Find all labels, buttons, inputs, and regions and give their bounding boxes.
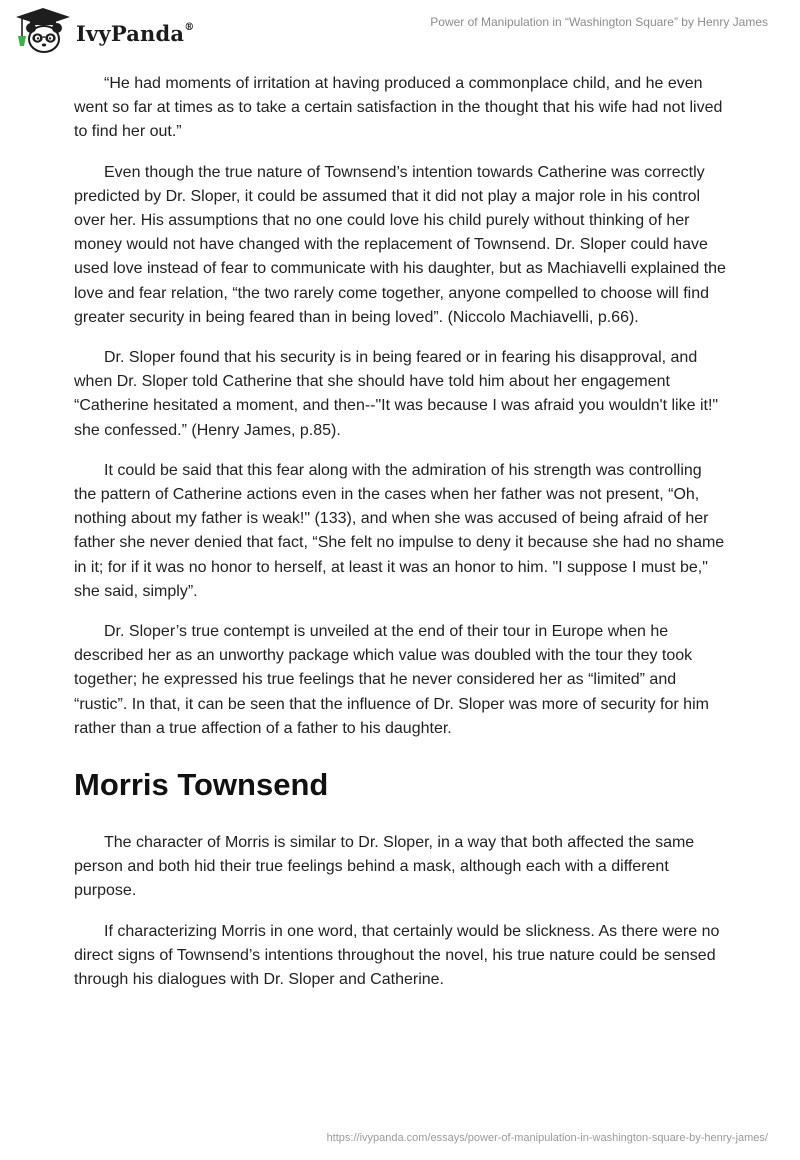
registered-mark: ® [184,21,195,33]
paragraph: Dr. Sloper’s true contempt is unveiled at the end of their tour in Europe when he described her as an unworthy package which value was doubled with the tour they took together; he expressed his true feelings that he never considered her as “limited” and “rustic”. In that, it can be seen that the influence of Dr. Sloper was more of security for him rather than a true affection of a father to his daughter. [74,623,709,737]
paragraph: If characterizing Morris in one word, that certainly would be slickness. As there were no direct signs of Townsend’s intentions throughout the novel, his true nature could be sensed through his dialogues with Dr. Sloper and Catherine. [74,922,720,989]
paragraph: The character of Morris is similar to Dr. Sloper, in a way that both affected the same person and both hid their true feelings behind a mask, although each with a different purpose. [74,834,695,900]
panda-graduate-icon [14,6,72,56]
paragraph: Even though the true nature of Townsend’s intention towards Catherine was correctly predicted by Dr. Sloper, it could be assumed that it did not play a major role in his control over her. His assumptions that no one could love his child purely without thinking of her money would not have changed with the replacement of Townsend. Dr. Sloper could have used love instead of fear to communicate with his daughter, but as Machiavelli explained the love and fear relation, “the two rarely come together, anyone compelled to choose will find greater security in being feared than in being loved”. (Niccolo Machiavelli, p.66). [74,163,726,326]
paragraph: It could be said that this fear along with the admiration of his strength was controlling the pattern of Catherine actions even in the cases when her father was not present, “Oh, nothing about my father is weak!" (133), and when she was accused of being afraid of her father she never denied that fact, “She felt no impulse to deny it because she had no shame in it; for if it was no honor to herself, at least it was an honor to him. "I suppose I must be," she said, simply”. [74,461,725,600]
page-title: Power of Manipulation in “Washington Square” by Henry James [430,15,768,29]
logo-wordmark [76,21,194,46]
logo-text: IvyPanda [76,20,185,46]
section-heading: Morris Townsend [74,767,329,803]
ivypanda-logo[interactable] [14,6,194,56]
paragraph: Dr. Sloper found that his security is in being feared or in fearing his disapproval, and when Dr. Sloper told Catherine that she should have told him about her engagement “Catherine hesitated a moment, and then--"It was because I was afraid you wouldn't like it!" she confessed.” (Henry James, p.85). [74,349,719,439]
page-header [0,0,800,62]
paragraph: “He had moments of irritation at having produced a commonplace child, and he even went so far at times as to take a certain satisfaction in the thought that his wife had not lived to find her out.” [74,75,723,141]
essay-body [74,72,726,1008]
source-url[interactable]: https://ivypanda.com/essays/power-of-manipulation-in-washington-square-by-henry-james/ [326,1132,768,1144]
